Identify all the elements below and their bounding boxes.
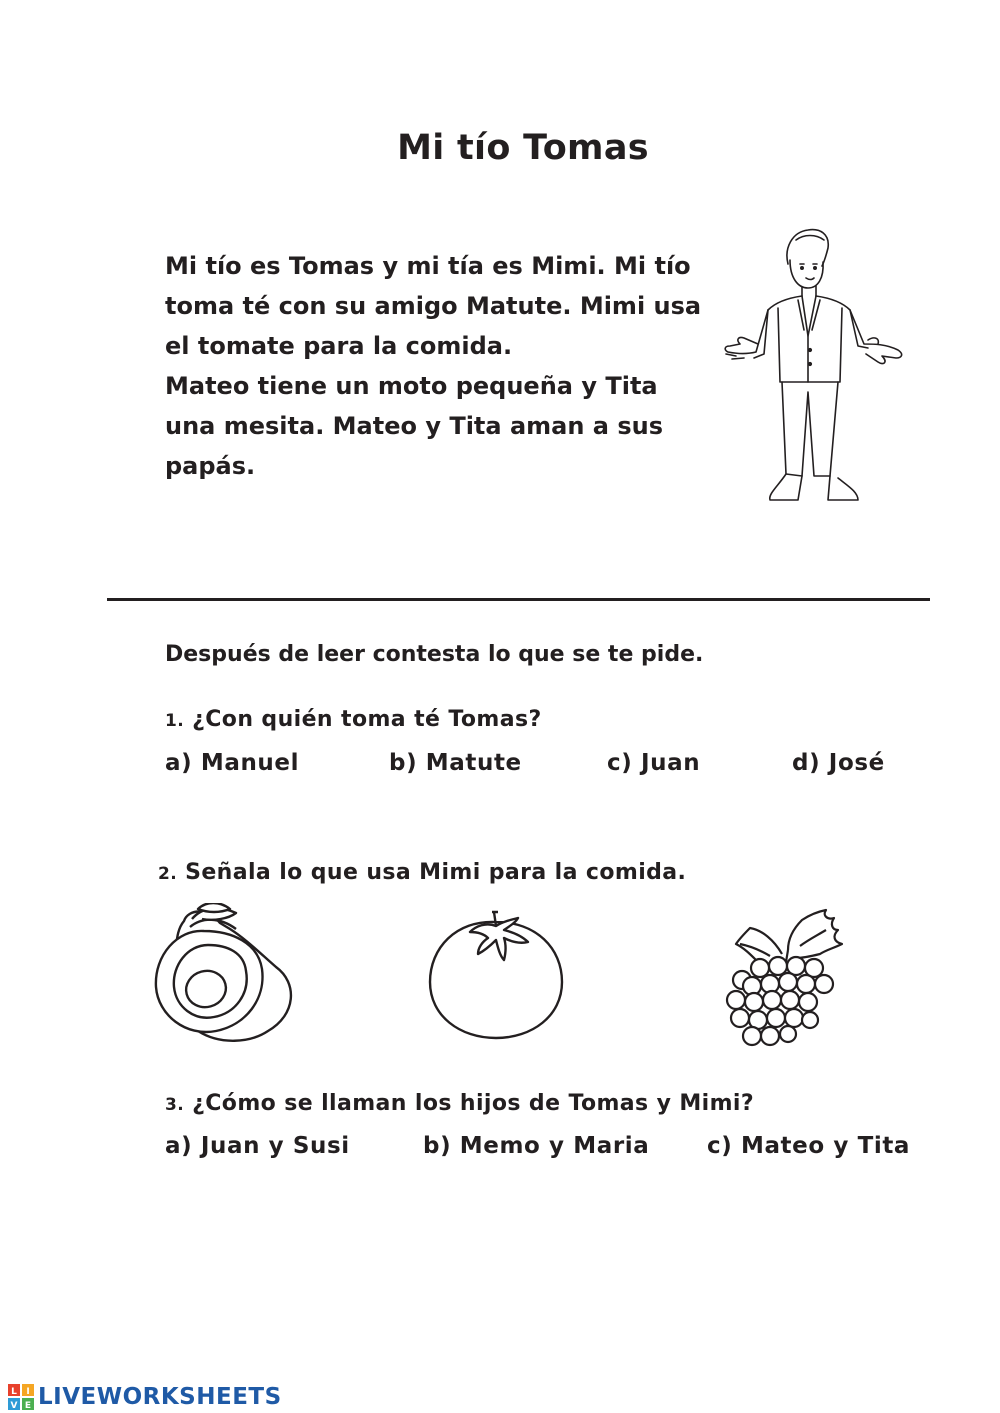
- q3-option-c[interactable]: c) Mateo y Tita: [707, 1133, 911, 1159]
- q1-option-b[interactable]: b) Matute: [389, 750, 522, 776]
- avocado-picture[interactable]: [150, 903, 300, 1047]
- logo-letter: V: [10, 1401, 18, 1410]
- question-text: ¿Con quién toma té Tomas?: [192, 707, 542, 732]
- footer-brand: LIVEWORKSHEETS: [38, 1384, 282, 1410]
- grapes-picture[interactable]: [716, 906, 856, 1056]
- logo-letter: I: [26, 1387, 30, 1397]
- story-line: papás.: [165, 452, 256, 480]
- instructions: Después de leer contesta lo que se te pide.: [165, 642, 704, 667]
- question-3: [165, 1091, 754, 1116]
- story-line: toma té con su amigo Matute. Mimi usa: [165, 292, 702, 320]
- question-number: 2.: [158, 864, 178, 884]
- q1-option-c[interactable]: c) Juan: [607, 750, 701, 776]
- question-number: 3.: [165, 1095, 185, 1115]
- q1-option-a[interactable]: a) Manuel: [165, 750, 300, 776]
- page-title: Mi tío Tomas: [397, 128, 649, 168]
- story-line: Mateo tiene un moto pequeña y Tita: [165, 372, 658, 400]
- liveworksheets-logo: [8, 1382, 282, 1412]
- liveworksheets-logo-icon: [8, 1384, 34, 1410]
- story-line: el tomate para la comida.: [165, 332, 513, 360]
- story-line: una mesita. Mateo y Tita aman a sus: [165, 412, 663, 440]
- q3-option-b[interactable]: b) Memo y Maria: [423, 1133, 650, 1159]
- q3-option-a[interactable]: a) Juan y Susi: [165, 1133, 350, 1159]
- story-line: Mi tío es Tomas y mi tía es Mimi. Mi tío: [165, 252, 691, 280]
- question-1: [165, 707, 542, 732]
- question-2: [158, 860, 686, 885]
- section-divider: [107, 598, 930, 601]
- logo-letter: L: [11, 1387, 17, 1397]
- q1-option-d[interactable]: d) José: [792, 750, 885, 776]
- question-text: ¿Cómo se llaman los hijos de Tomas y Mimi?: [192, 1091, 755, 1116]
- question-number: 1.: [165, 711, 185, 731]
- question-text: Señala lo que usa Mimi para la comida.: [185, 860, 687, 885]
- logo-letter: E: [24, 1401, 32, 1410]
- tomato-picture[interactable]: [426, 908, 566, 1042]
- man-illustration: [718, 226, 910, 508]
- story-text: [165, 246, 745, 486]
